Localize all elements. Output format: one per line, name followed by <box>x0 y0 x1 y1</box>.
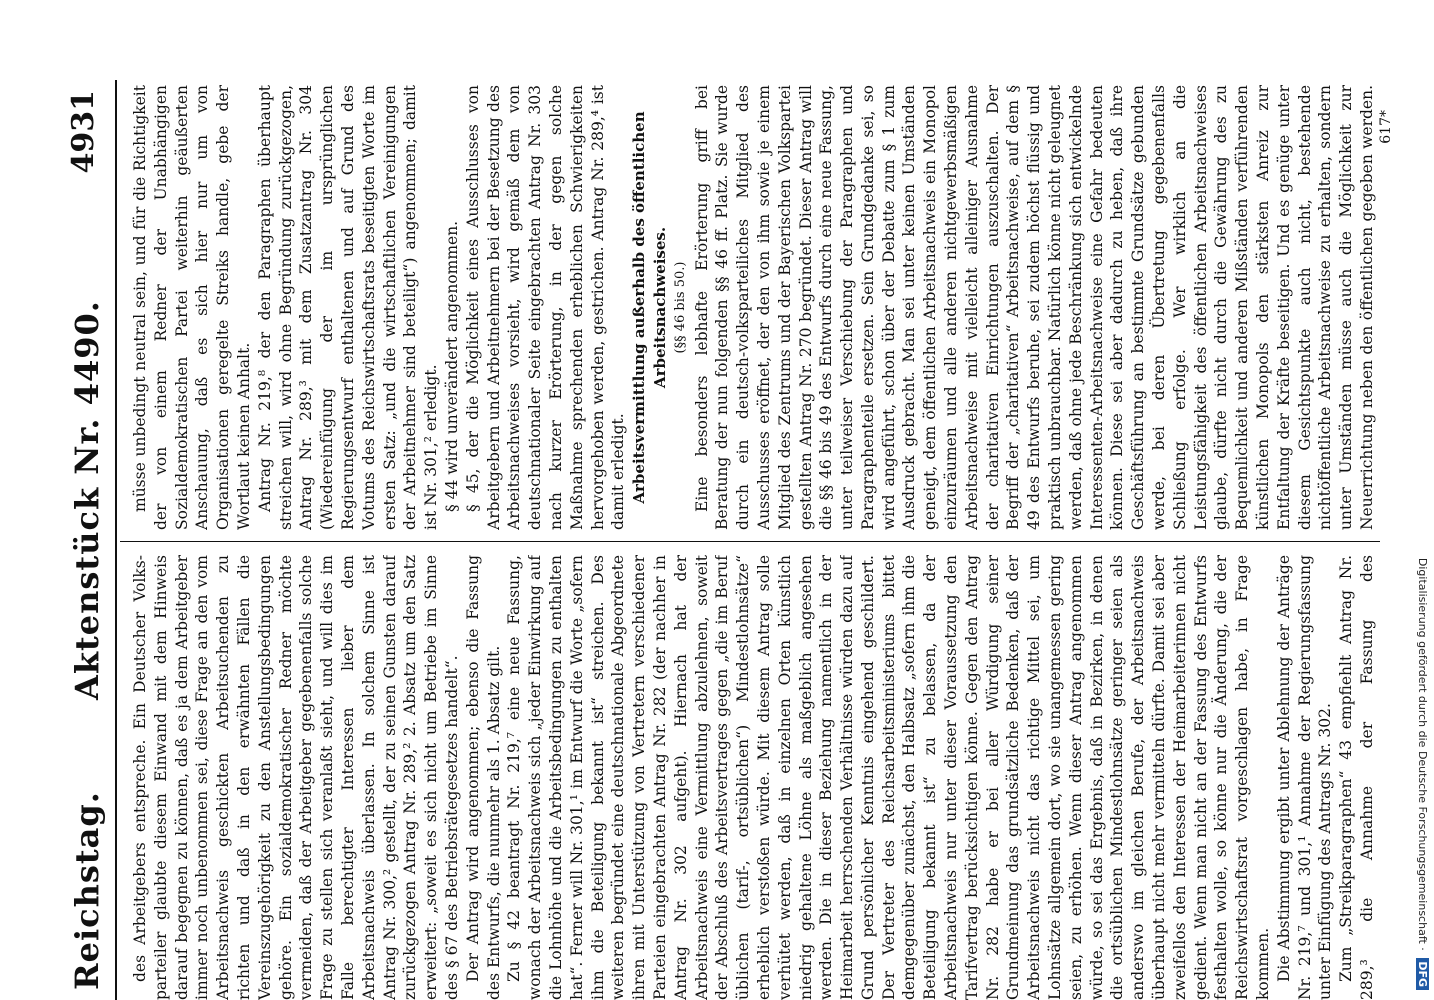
section-subtitle: (§§ 46 bis 50.) <box>672 261 688 354</box>
left-paragraph: Die Abstimmung ergibt unter Ablehnung der Anträge Nr. 219,⁷ und 301,¹ Annahme der Regierungsfassung unter Einfügung des Antrags Nr. 302. <box>1274 555 1335 1000</box>
left-paragraph: Zu § 42 beantragt Nr. 219,⁷ eine neue Fassung, wonach der Arbeitsnachweis sich „jeder Einwirkung auf die Lohnhöhe und die Arbeitsbedingungen zu enthalten hat“. Ferner will Nr. 301,¹ im Entwurf die Worte „sofern ihm die Beteiligung bekannt ist“ streichen. Des weiteren begründet eine deutschnationale Abgeordnete ihren mit Unterstützung von Vertretern verschiedener Parteien eingebrachten Antrag Nr. 282 (der nachher in Antrag Nr. 302 aufgeht). Hiernach hat der Arbeitsnachweis eine Vermittlung abzulehnen, soweit der Abschluß des Arbeitsvertrages gegen „die im Beruf üblichen (tarif-, ortsüblichen“) Mindestlohnsätze“ erheblich verstoßen würde. Mit diesem Antrag solle verhütet werden, daß in einzelnen Orten künstlich niedrig gehaltene Löhne als maßgeblich angesehen werden. Die in dieser Beziehung namentlich in der Heimarbeit herrschenden Verhältnisse würden dazu auf Grund persönlicher Kenntnis eingehend geschildert. Der Vertreter des Reichsarbeitsministeriums bittet demgegenüber zunächst, den Halbsatz „sofern ihm die Beteiligung bekannt ist“ zu belassen, da der Arbeitsnachweis nur unter dieser Voraussetzung den Tarifvertrag berücksichtigen könne. Gegen den Antrag Nr. 282 habe er bei aller Würdigung seiner Grundmeinung das grundsätzliche Bedenken, daß der Arbeitsnachweis nicht das richtige Mittel sei, um Lohnsätze allgemein dort, wo sie unangemessen gering seien, zu erhöhen. Wenn dieser Antrag angenommen würde, so sei das Ergebnis, daß in Bezirken, in denen die ortsüblichen Mindestlohnsätze geringer seien als anderswo im gleichen Berufe, der Arbeitsnachweis überhaupt nicht mehr vermitteln dürfte. Damit sei aber zweifellos den Interessen der Heimarbeiterinnen nicht gedient. Wenn man nicht an der Fassung des Entwurfs festhalten wolle, so könne nur die Änderung, die der Reichswirtschaftsrat vorgeschlagen habe, in Frage kommen. <box>505 555 1273 1000</box>
section-title: Arbeitsvermittlung außerhalb des öffentlichen Arbeitsnachweises. <box>630 111 669 504</box>
dfg-logo: DFG <box>1416 958 1429 990</box>
right-paragraph: § 44 wird unverändert angenommen. <box>442 220 461 512</box>
attribution-text <box>1405 10 1429 990</box>
page-number: 4931 <box>66 90 101 174</box>
left-column <box>130 555 1380 1000</box>
right-paragraph: § 45, der die Möglichkeit eines Ausschlusses von Arbeitgebern und Arbeitnehmern bei der Besetzung des Arbeitsnachweises vorsieht, wird gemäß dem von deutschnationaler Seite eingebrachten Antrag Nr. 303 nach kurzer Erörterung, in der gegen solche Maßnahme sprechenden erheblichen Schwierigkeiten hervorgehoben werden, gestrichen. Antrag Nr. 289,⁴ ist damit erledigt. <box>463 85 628 530</box>
attribution-label: Digitalisierung gefördert durch die Deutsche Forschungsgemeinschaft · <box>1416 557 1429 951</box>
left-paragraph: Der Antrag wird angenommen; ebenso die Fassung des Entwurfs, die nunmehr als 1. Absatz gilt. <box>463 555 503 1000</box>
attribution-strip <box>1405 10 1434 990</box>
footer-mark: 617* <box>1378 110 1394 144</box>
header-center: Aktenstück Nr. 4490. <box>68 300 106 700</box>
column-divider <box>120 541 1380 542</box>
right-paragraph: Eine besonders lebhafte Erörterung griff bei Beratung der nun folgenden §§ 46 ff. Platz. Sie wurde durch ein deutsch-volksparteiliches Mitglied des Ausschusses eröffnet, der den von ihm sowie je einem Mitglied des Zentrums und der Bayerischen Volkspartei gestellten Antrag Nr. 270 begründet. Dieser Antrag will die §§ 46 bis 49 des Entwurfs durch eine neue Fassung, unter teilweiser Verschiebung der Paragraphen und Paragraphenteile ersetzen. Sein Grundgedanke sei, so wird angeführt, schon über der Debatte zum § 1 zum Ausdruck gebracht. Man sei unter keinen Umständen geneigt, dem öffentlichen Arbeitsnachweis ein Monopol einzuräumen und alle anderen nichtgewerbsmäßigen Arbeitsnachweise mit vielleicht alleiniger Ausnahme der charitativen Einrichtungen auszuschalten. Der Begriff der „charitativen“ Arbeitsnachweise, auf dem § 49 des Entwurfs beruhe, sei zudem höchst flüssig und praktisch unbrauchbar. Natürlich könne nicht geleugnet werden, daß ohne jede Beschränkung sich entwickelnde Interessenten-Arbeitsnachweise eine Gefahr bedeuten können. Diese sei aber dadurch zu heben, daß ihre Geschäftsführung an bestimmte Grundsätze gebunden werde, bei deren Übertretung gegebenenfalls Schließung erfolge. Wer wirklich an die Leistungsfähigkeit des öffentlichen Arbeitsnachweises glaube, dürfte nicht durch die Gewährung des zu Bequemlichkeit und anderen Mißständen verführenden künstlichen Monopols den stärksten Anreiz zur Entfaltung der Kräfte beseitigen. Und es genüge unter diesem Gesichtspunkte auch nicht, bestehende nichtöffentliche Arbeitsnachweise zu erhalten, sondern unter Umständen müsse auch die Möglichkeit zur Neuerrichtung neben den öffentlichen gegeben werden. <box>692 85 1377 530</box>
left-paragraph: Zum „Streikparagraphen“ 43 empfiehlt Antrag Nr. 289,³ die Annahme der Fassung des <box>1337 555 1377 1000</box>
document-page <box>60 80 1394 1000</box>
right-column <box>130 85 1380 530</box>
page-header <box>60 80 120 1000</box>
left-paragraph: des Arbeitgebers entspreche. Ein Deutscher Volksparteiler glaubte diesem Einwand mit dem Hinweis darauf begegnen zu können, daß es ja dem Arbeitgeber immer noch unbenommen sei, diese Frage an den vom Arbeitsnachweis geschickten Arbeitsuchenden zu richten und daß in den erwähnten Fällen die Vereinszugehörigkeit zu den Anstellungsbedingungen gehöre. Ein sozialdemokratischer Redner möchte vermeiden, daß der Arbeitgeber gegebenenfalls solche Frage zu stellen sich veranlaßt sieht, und will dies im Falle berechtigter Interessen lieber dem Arbeitsnachweis überlassen. In solchem Sinne ist Antrag Nr. 300,² gestellt, der zu seinen Gunsten darauf zurückgezogen Antrag Nr. 289,² 2. Absatz um den Satz erweitert: „soweit es sich nicht um Betriebe im Sinne des § 67 des Betriebsrätegesetzes handelt“. <box>131 555 461 1000</box>
header-rule <box>115 80 117 1000</box>
header-left: Reichstag. <box>68 791 106 990</box>
right-paragraph: Antrag Nr. 219,⁸ der den Paragraphen überhaupt streichen will, wird ohne Begründung zurückgezogen, Antrag Nr. 289,³ mit dem Zusatzantrag Nr. 304 (Wiedereinfügung der im ursprünglichen Regierungsentwurf enthaltenen und auf Grund des Votums des Reichswirtschaftsrats beseitigten Worte im ersten Satz: „und die wirtschaftlichen Vereinigungen der Arbeitnehmer sind beteiligt“) angenommen; damit ist Nr. 301,² erledigt. <box>255 85 441 530</box>
right-paragraph: müsse unbedingt neutral sein, und für die Richtigkeit der von einem Redner der Unabhängigen Sozialdemokratischen Partei weiterhin geäußerten Anschauung, daß es sich hier nur um von Organisationen geregelte Streiks handle, gebe der Wortlaut keinen Anhalt. <box>131 85 253 530</box>
